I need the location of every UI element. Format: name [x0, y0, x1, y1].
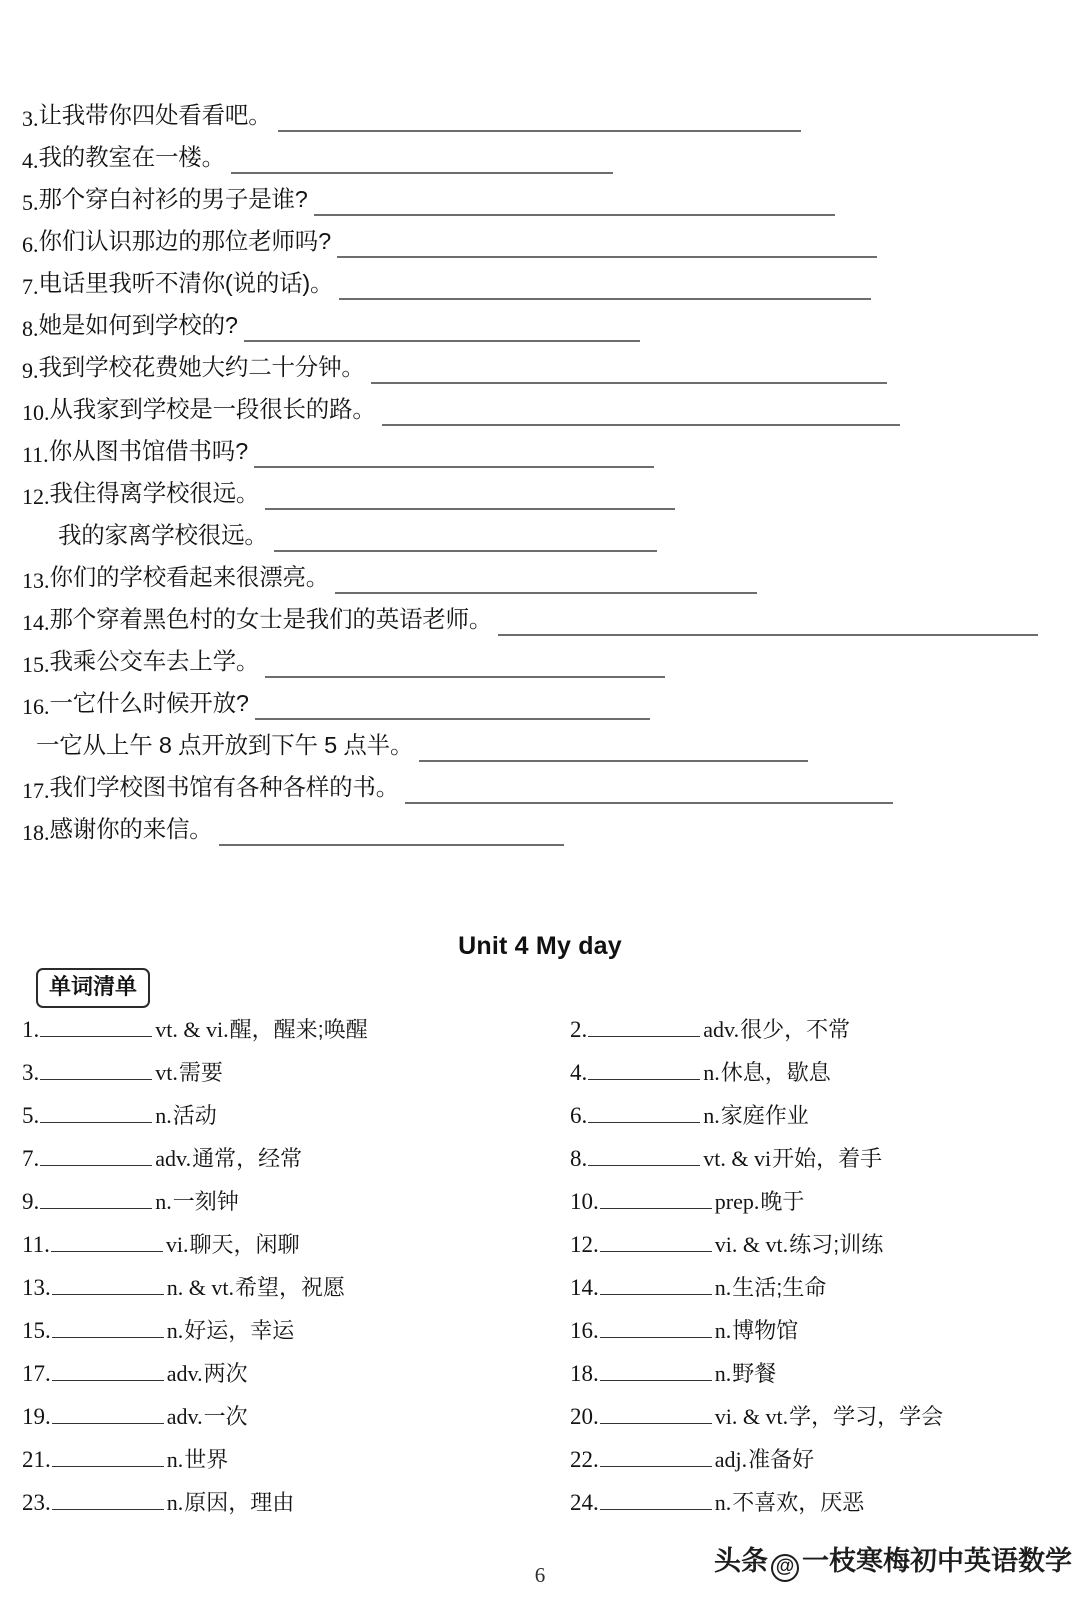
sentence-row — [22, 306, 1068, 342]
sentence-row — [22, 264, 1068, 300]
definition: 很少，不常 — [740, 1017, 851, 1042]
sentence-number: 5. — [22, 190, 39, 215]
vocabulary-blank-line[interactable] — [588, 1018, 700, 1037]
vocabulary-blank-line[interactable] — [52, 1448, 164, 1467]
answer-blank-line[interactable] — [265, 650, 665, 678]
part-of-speech: vi. — [165, 1232, 189, 1257]
sentence-text: 从我家到学校是一段很长的路。 — [49, 396, 376, 422]
vocabulary-blank-line[interactable] — [51, 1233, 163, 1252]
answer-blank-line[interactable] — [405, 776, 893, 804]
sentence-text: 电话里我听不清你(说的话)。 — [38, 270, 334, 296]
part-of-speech: n. — [703, 1060, 720, 1085]
part-of-speech: n. — [703, 1103, 720, 1128]
part-of-speech: adv. — [166, 1404, 203, 1429]
part-of-speech: n. — [155, 1189, 172, 1214]
vocabulary-number: 10. — [570, 1189, 599, 1214]
vocabulary-blank-line[interactable] — [600, 1276, 712, 1295]
sentence-text: 我的教室在一楼。 — [38, 144, 225, 170]
sentence-text: 那个穿白衬衫的男子是谁? — [38, 186, 308, 212]
vocabulary-item — [570, 1357, 1068, 1400]
vocabulary-blank-line[interactable] — [600, 1319, 712, 1338]
vocabulary-blank-line[interactable] — [40, 1061, 152, 1080]
sentence-number: 16. — [22, 694, 50, 719]
vocabulary-blank-line[interactable] — [588, 1147, 700, 1166]
definition: 原因，理由 — [184, 1490, 295, 1515]
part-of-speech: vi. & vt. — [714, 1404, 789, 1429]
vocabulary-item — [570, 1185, 1068, 1228]
watermark-source: 头条 — [714, 1546, 768, 1576]
vocabulary-blank-line[interactable] — [52, 1491, 164, 1510]
sentence-text: 我乘公交车去上学。 — [49, 648, 260, 674]
part-of-speech: adv. — [155, 1146, 192, 1171]
watermark-author: 一枝寒梅初中英语数学 — [802, 1546, 1072, 1576]
vocabulary-number: 6. — [570, 1103, 588, 1128]
vocabulary-item — [570, 1228, 1068, 1271]
vocabulary-item — [22, 1142, 570, 1185]
watermark — [714, 1539, 1072, 1582]
vocabulary-item — [570, 1271, 1068, 1314]
part-of-speech: prep. — [714, 1189, 760, 1214]
sentence-text: 让我带你四处看看吧。 — [38, 102, 272, 128]
vocabulary-list — [22, 1013, 1068, 1529]
vocabulary-number: 14. — [570, 1275, 599, 1300]
answer-blank-line[interactable] — [339, 272, 871, 300]
unit-title: Unit 4 My day — [458, 932, 622, 960]
vocabulary-blank-line[interactable] — [52, 1319, 164, 1338]
definition: 希望，祝愿 — [234, 1275, 345, 1300]
answer-blank-line[interactable] — [314, 188, 835, 216]
part-of-speech: n. — [166, 1490, 184, 1515]
definition: 一刻钟 — [172, 1189, 239, 1214]
sentence-row — [22, 390, 1068, 426]
part-of-speech: vt. & vi — [703, 1146, 772, 1171]
vocabulary-item — [22, 1443, 570, 1486]
sentence-number: 10. — [22, 400, 50, 425]
vocabulary-number: 8. — [570, 1146, 588, 1171]
sentence-number: 4. — [22, 148, 39, 173]
vocabulary-blank-line[interactable] — [600, 1491, 712, 1510]
sentence-number: 18. — [22, 820, 50, 845]
vocabulary-item — [22, 1013, 570, 1056]
vocabulary-number: 5. — [22, 1103, 40, 1128]
answer-blank-line[interactable] — [265, 482, 675, 510]
vocabulary-blank-line[interactable] — [588, 1061, 700, 1080]
vocabulary-blank-line[interactable] — [52, 1362, 164, 1381]
vocabulary-number: 13. — [22, 1275, 51, 1300]
definition: 不喜欢，厌恶 — [732, 1490, 865, 1515]
answer-blank-line[interactable] — [219, 818, 564, 846]
definition: 世界 — [184, 1447, 229, 1472]
vocabulary-item — [22, 1486, 570, 1529]
answer-blank-line[interactable] — [231, 146, 613, 174]
part-of-speech: n. & vt. — [166, 1275, 234, 1300]
vocabulary-item — [570, 1056, 1068, 1099]
sentence-row — [22, 642, 1068, 678]
answer-blank-line[interactable] — [371, 356, 887, 384]
vocabulary-blank-line[interactable] — [52, 1405, 164, 1424]
definition: 家庭作业 — [720, 1103, 809, 1128]
vocabulary-number: 18. — [570, 1361, 599, 1386]
definition: 活动 — [172, 1103, 217, 1128]
definition: 野餐 — [732, 1361, 777, 1386]
sentence-row — [22, 768, 1068, 804]
vocabulary-item — [22, 1056, 570, 1099]
vocabulary-blank-line[interactable] — [40, 1147, 152, 1166]
definition: 好运，幸运 — [184, 1318, 295, 1343]
part-of-speech: n. — [166, 1318, 184, 1343]
definition: 需要 — [178, 1060, 223, 1085]
part-of-speech: adv. — [166, 1361, 203, 1386]
vocabulary-blank-line[interactable] — [40, 1104, 152, 1123]
sentence-text: 她是如何到学校的? — [38, 312, 238, 338]
part-of-speech: n. — [714, 1490, 732, 1515]
translation-exercise-list — [22, 96, 1068, 852]
vocabulary-number: 23. — [22, 1490, 51, 1515]
sentence-number: 6. — [22, 232, 39, 257]
sentence-row — [22, 222, 1068, 258]
definition: 学，学习，学会 — [789, 1404, 944, 1429]
vocabulary-item — [22, 1271, 570, 1314]
answer-blank-line[interactable] — [337, 230, 877, 258]
vocabulary-number: 7. — [22, 1146, 40, 1171]
part-of-speech: n. — [166, 1447, 184, 1472]
sentence-text: 我们学校图书馆有各种各样的书。 — [49, 774, 399, 800]
vocabulary-blank-line[interactable] — [588, 1104, 700, 1123]
definition: 两次 — [203, 1361, 248, 1386]
sentence-row — [22, 726, 1068, 762]
vocabulary-number: 17. — [22, 1361, 51, 1386]
sentence-number: 9. — [22, 358, 39, 383]
answer-blank-line[interactable] — [274, 524, 657, 552]
sentence-number: 11. — [22, 442, 49, 467]
sentence-row — [22, 600, 1068, 636]
sentence-number: 7. — [22, 274, 39, 299]
sentence-row — [22, 684, 1068, 720]
vocabulary-blank-line[interactable] — [40, 1018, 152, 1037]
vocabulary-number: 15. — [22, 1318, 51, 1343]
sentence-row — [22, 348, 1068, 384]
vocabulary-item — [570, 1142, 1068, 1185]
vocabulary-number: 22. — [570, 1447, 599, 1472]
sentence-text: 你从图书馆借书吗? — [48, 438, 248, 464]
part-of-speech: vt. & vi. — [155, 1017, 229, 1042]
definition: 通常，经常 — [192, 1146, 303, 1171]
vocabulary-item — [570, 1400, 1068, 1443]
sentence-row — [22, 516, 1068, 552]
answer-blank-line[interactable] — [255, 692, 650, 720]
sentence-number: 17. — [22, 778, 50, 803]
definition: 一次 — [203, 1404, 248, 1429]
part-of-speech: adj. — [714, 1447, 748, 1472]
vocabulary-blank-line[interactable] — [600, 1362, 712, 1381]
vocabulary-number: 3. — [22, 1060, 40, 1085]
answer-blank-line[interactable] — [382, 398, 900, 426]
answer-blank-line[interactable] — [254, 440, 654, 468]
sentence-number: 15. — [22, 652, 50, 677]
part-of-speech: n. — [155, 1103, 172, 1128]
definition: 生活;生命 — [732, 1275, 827, 1300]
part-of-speech: n. — [714, 1318, 732, 1343]
word-list-badge: 单词清单 — [36, 968, 150, 1008]
sentence-number: 8. — [22, 316, 39, 341]
answer-blank-line[interactable] — [419, 734, 808, 762]
sentence-number: 3. — [22, 106, 39, 131]
sentence-text: 一它从上午 8 点开放到下午 5 点半。 — [36, 732, 414, 758]
part-of-speech: vt. — [155, 1060, 178, 1085]
vocabulary-item — [22, 1357, 570, 1400]
vocabulary-item — [22, 1099, 570, 1142]
vocabulary-number: 16. — [570, 1318, 599, 1343]
sentence-row — [22, 474, 1068, 510]
vocabulary-item — [570, 1099, 1068, 1142]
sentence-text: 我的家离学校很远。 — [58, 522, 268, 548]
vocabulary-blank-line[interactable] — [600, 1448, 712, 1467]
sentence-text: 你们认识那边的那位老师吗? — [38, 228, 331, 254]
page-number: 6 — [534, 1563, 546, 1587]
sentence-row — [22, 810, 1068, 846]
vocabulary-number: 1. — [22, 1017, 40, 1042]
vocabulary-item — [22, 1185, 570, 1228]
definition: 聊天，闲聊 — [189, 1232, 300, 1257]
sentence-number: 14. — [22, 610, 50, 635]
definition: 晚于 — [760, 1189, 805, 1214]
definition: 博物馆 — [732, 1318, 799, 1343]
sentence-number: 12. — [22, 484, 50, 509]
vocabulary-number: 20. — [570, 1404, 599, 1429]
answer-blank-line[interactable] — [498, 608, 1038, 636]
at-icon: @ — [771, 1554, 799, 1582]
definition: 休息，歇息 — [720, 1060, 831, 1085]
sentence-text: 一它什么时候开放? — [49, 690, 249, 716]
vocabulary-item — [570, 1443, 1068, 1486]
part-of-speech: adv. — [703, 1017, 740, 1042]
vocabulary-number: 21. — [22, 1447, 51, 1472]
vocabulary-item — [22, 1314, 570, 1357]
vocabulary-number: 12. — [570, 1232, 599, 1257]
vocabulary-blank-line[interactable] — [600, 1233, 712, 1252]
sentence-text: 你们的学校看起来很漂亮。 — [49, 564, 330, 590]
answer-blank-line[interactable] — [244, 314, 640, 342]
vocabulary-item — [570, 1486, 1068, 1529]
sentence-row — [22, 96, 1068, 132]
sentence-row — [22, 180, 1068, 216]
definition: 练习;训练 — [789, 1232, 884, 1257]
vocabulary-number: 2. — [570, 1017, 588, 1042]
part-of-speech: n. — [714, 1275, 732, 1300]
vocabulary-blank-line[interactable] — [40, 1190, 152, 1209]
definition: 醒，醒来;唤醒 — [229, 1017, 368, 1042]
vocabulary-number: 4. — [570, 1060, 588, 1085]
answer-blank-line[interactable] — [335, 566, 757, 594]
sentence-row — [22, 432, 1068, 468]
vocabulary-item — [22, 1400, 570, 1443]
sentence-text: 那个穿着黑色村的女士是我们的英语老师。 — [49, 606, 493, 632]
vocabulary-blank-line[interactable] — [52, 1276, 164, 1295]
sentence-text: 我住得离学校很远。 — [49, 480, 260, 506]
sentence-number: 13. — [22, 568, 50, 593]
sentence-row — [22, 558, 1068, 594]
sentence-text: 感谢你的来信。 — [49, 816, 213, 842]
vocabulary-number: 19. — [22, 1404, 51, 1429]
vocabulary-item — [22, 1228, 570, 1271]
vocabulary-number: 9. — [22, 1189, 40, 1214]
part-of-speech: vi. & vt. — [714, 1232, 789, 1257]
vocabulary-blank-line[interactable] — [600, 1405, 712, 1424]
sentence-row — [22, 138, 1068, 174]
vocabulary-number: 24. — [570, 1490, 599, 1515]
vocabulary-number: 11. — [22, 1232, 50, 1257]
sentence-text: 我到学校花费她大约二十分钟。 — [38, 354, 365, 380]
definition: 准备好 — [748, 1447, 815, 1472]
vocabulary-blank-line[interactable] — [600, 1190, 712, 1209]
part-of-speech: n. — [714, 1361, 732, 1386]
vocabulary-item — [570, 1314, 1068, 1357]
vocabulary-item — [570, 1013, 1068, 1056]
definition: 开始，着手 — [772, 1146, 883, 1171]
answer-blank-line[interactable] — [278, 104, 801, 132]
